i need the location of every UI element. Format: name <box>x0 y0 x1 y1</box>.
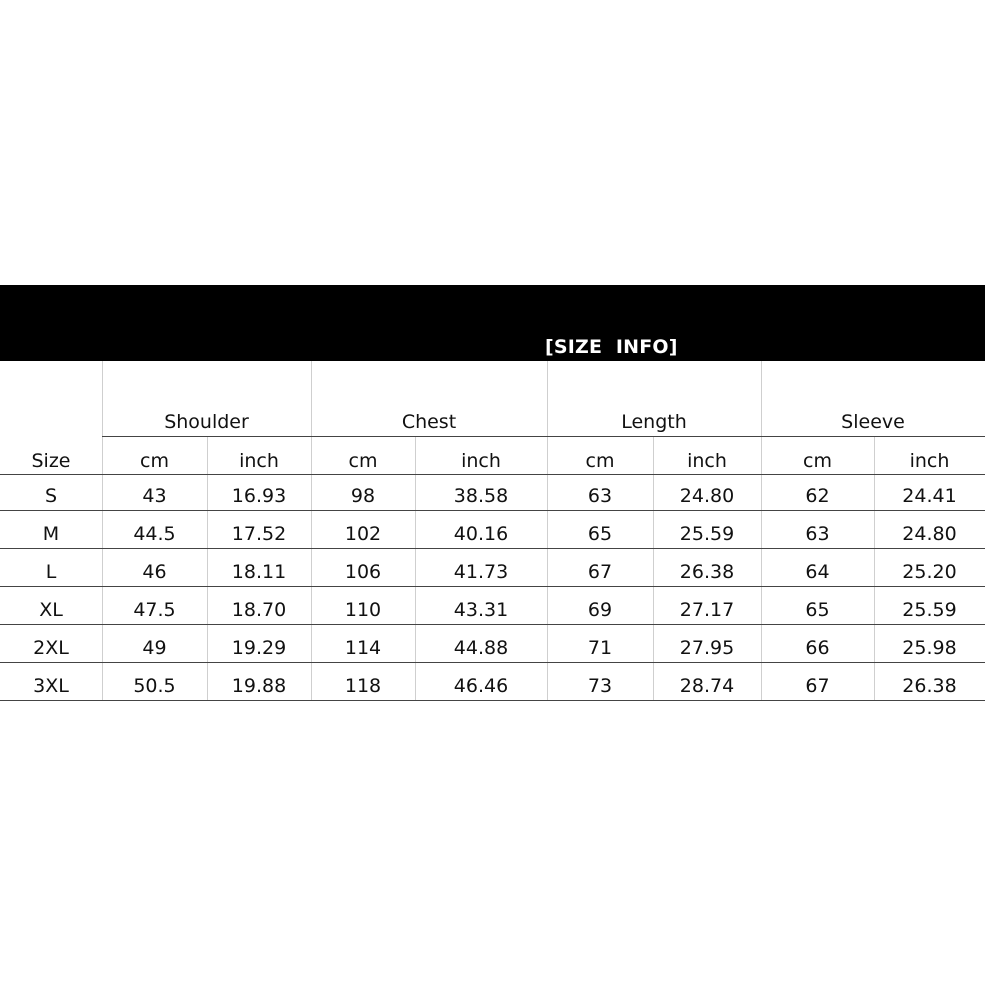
table-cell: 65 <box>805 599 830 621</box>
table-cell: 66 <box>805 637 830 659</box>
table-cell: 24.41 <box>902 485 957 507</box>
table-cell: 16.93 <box>231 485 287 507</box>
table-cell: 43 <box>142 485 167 507</box>
table-cell: 46.46 <box>453 675 509 697</box>
table-cell: 49 <box>142 637 167 659</box>
unit-header: inch <box>239 450 279 472</box>
unit-header: cm <box>348 450 378 472</box>
column-group-header: Sleeve <box>841 411 905 433</box>
table-cell: 24.80 <box>679 485 735 507</box>
table-cell: 27.17 <box>679 599 735 621</box>
table-cell: 65 <box>587 523 613 545</box>
table-cell: 46 <box>142 561 167 583</box>
unit-header: inch <box>909 450 950 472</box>
table-cell: 25.98 <box>902 637 957 659</box>
column-group-header: Chest <box>401 411 457 433</box>
table-cell: 118 <box>344 675 382 697</box>
table-cell: 41.73 <box>453 561 509 583</box>
table-cell: 64 <box>805 561 830 583</box>
table-cell: 98 <box>350 485 376 507</box>
table-cell: 69 <box>587 599 613 621</box>
size-cell: 3XL <box>33 675 69 697</box>
table-cell: 43.31 <box>453 599 509 621</box>
table-cell: 67 <box>805 675 830 697</box>
table-cell: 102 <box>344 523 382 545</box>
table-cell: 62 <box>805 485 830 507</box>
table-cell: 71 <box>587 637 613 659</box>
table-cell: 26.38 <box>679 561 735 583</box>
group-header-divider <box>102 436 985 437</box>
size-header: Size <box>31 450 71 472</box>
table-cell: 67 <box>587 561 613 583</box>
table-cell: 63 <box>805 523 830 545</box>
table-cell: 50.5 <box>133 675 176 697</box>
size-cell: M <box>42 523 60 545</box>
column-group-header: Shoulder <box>164 411 249 433</box>
unit-header: cm <box>585 450 615 472</box>
table-cell: 106 <box>344 561 382 583</box>
table-cell: 26.38 <box>902 675 957 697</box>
row-divider <box>0 586 985 587</box>
table-cell: 18.11 <box>231 561 287 583</box>
table-cell: 25.59 <box>679 523 735 545</box>
size-cell: L <box>45 561 57 583</box>
table-cell: 38.58 <box>453 485 509 507</box>
row-divider <box>0 624 985 625</box>
table-cell: 44.5 <box>133 523 176 545</box>
table-cell: 114 <box>344 637 382 659</box>
unit-header: inch <box>687 450 727 472</box>
size-cell: XL <box>39 599 63 621</box>
table-cell: 27.95 <box>679 637 735 659</box>
table-cell: 110 <box>344 599 382 621</box>
header-banner <box>0 285 985 361</box>
size-cell: 2XL <box>33 637 69 659</box>
size-cell: S <box>44 485 58 507</box>
table-cell: 25.59 <box>902 599 957 621</box>
table-cell: 47.5 <box>133 599 176 621</box>
table-cell: 18.70 <box>231 599 287 621</box>
table-cell: 19.88 <box>231 675 287 697</box>
column-group-header: Length <box>621 411 687 433</box>
row-divider <box>0 662 985 663</box>
row-divider <box>0 510 985 511</box>
table-cell: 44.88 <box>453 637 509 659</box>
size-info-title: [SIZE INFO] <box>545 336 678 358</box>
table-cell: 19.29 <box>231 637 287 659</box>
unit-header: cm <box>140 450 169 472</box>
row-divider <box>0 548 985 549</box>
table-cell: 24.80 <box>902 523 957 545</box>
table-cell: 40.16 <box>453 523 509 545</box>
table-cell: 63 <box>587 485 613 507</box>
unit-header: inch <box>461 450 501 472</box>
row-divider <box>0 700 985 701</box>
table-cell: 25.20 <box>902 561 957 583</box>
table-cell: 73 <box>587 675 613 697</box>
unit-header: cm <box>803 450 832 472</box>
table-cell: 28.74 <box>679 675 735 697</box>
table-cell: 17.52 <box>231 523 287 545</box>
header-divider <box>0 474 985 475</box>
